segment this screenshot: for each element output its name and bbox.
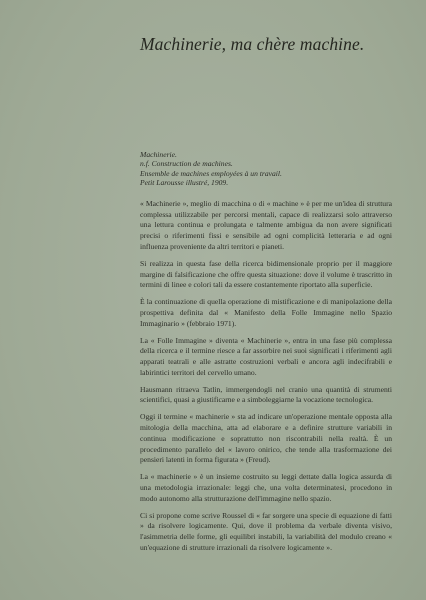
epigraph-line: Petit Larousse illustré, 1909.: [140, 177, 229, 187]
paragraph: La « Folle Immagine » diventa « Machinerie », entra in una fase più complessa della ricerca e il termine riesce a far assorbire nei suoi significati i riferimenti agli apparati teatrali e alle astratte costruzioni verbali e ancora agli indecifrabili e labirintici territori del cervello umano.: [140, 335, 392, 377]
paragraph: La « machinerie » è un insieme costruito su leggi dettate dalla logica assurda di una metodologia irrazionale: leggi che, una volta determinatesi, procedono in modo autonomo alla strutturazione dell'immagine nello spazio.: [140, 472, 392, 503]
paragraph: Oggi il termine « machinerie » sta ad indicare un'operazione mentale opposta alla mitologia della macchina, atta ad elaborare e a definire strutture variabili in continua modificazione e soprattutto non riscontrabili nella realtà. È un procedimento parallelo del « lavoro onirico, che tende alla trasformazione dei pensieri latenti in forma figurata » (Freud).: [140, 412, 392, 465]
epigraph-line: n.f. Construction de machines.: [140, 159, 233, 169]
page-title: Machinerie, ma chère machine.: [140, 34, 365, 54]
epigraph: [140, 150, 390, 187]
paragraph: È la continuazione di quella operazione di mistificazione e di manipolazione della prospettiva definita dal « Manifesto della Folle Immagine nello Spazio Immaginario » (febbraio 1971).: [140, 297, 392, 328]
epigraph-line: Ensemble de machines employées à un travail.: [140, 168, 282, 178]
paragraph: Ci si propone come scrive Roussel di « far sorgere una specie di equazione di fatti » da risolvere logicamente. Qui, dove il problema da verbale diventa visivo, l'asimmetria delle forme, gli equilibri instabili, la variabilità del modulo creano « un'equazione di strutture irrazionali da risolvere logicamente ».: [140, 510, 392, 552]
epigraph-line: Machinerie.: [140, 150, 177, 159]
body-text: [140, 199, 392, 560]
paragraph: Si realizza in questa fase della ricerca bidimensionale proprio per il maggiore margine di falsificazione che offre questa situazione: dove il volume è trascritto in termini di linee e colori tali da essere costantemente riportato alla superficie.: [140, 258, 392, 290]
paragraph: « Machinerie », meglio di macchina o di « machine » è per me un'idea di struttura complessa utilizzabile per percorsi mentali, capace di realizzarsi solo attraverso una lettura continua e prolungata e talmente ambigua da non avere significati precisi o riferimenti fissi e sensibile ad ogni complicità letteraria e ad ogni influenza proveniente da altri territori e pianeti.: [140, 199, 392, 251]
paragraph: Hausmann ritraeva Tatlin, immergendogli nel cranio una quantità di strumenti scientifici, quasi a giustificarne e a simboleggiarne la vocazione tecnologica.: [140, 384, 392, 405]
